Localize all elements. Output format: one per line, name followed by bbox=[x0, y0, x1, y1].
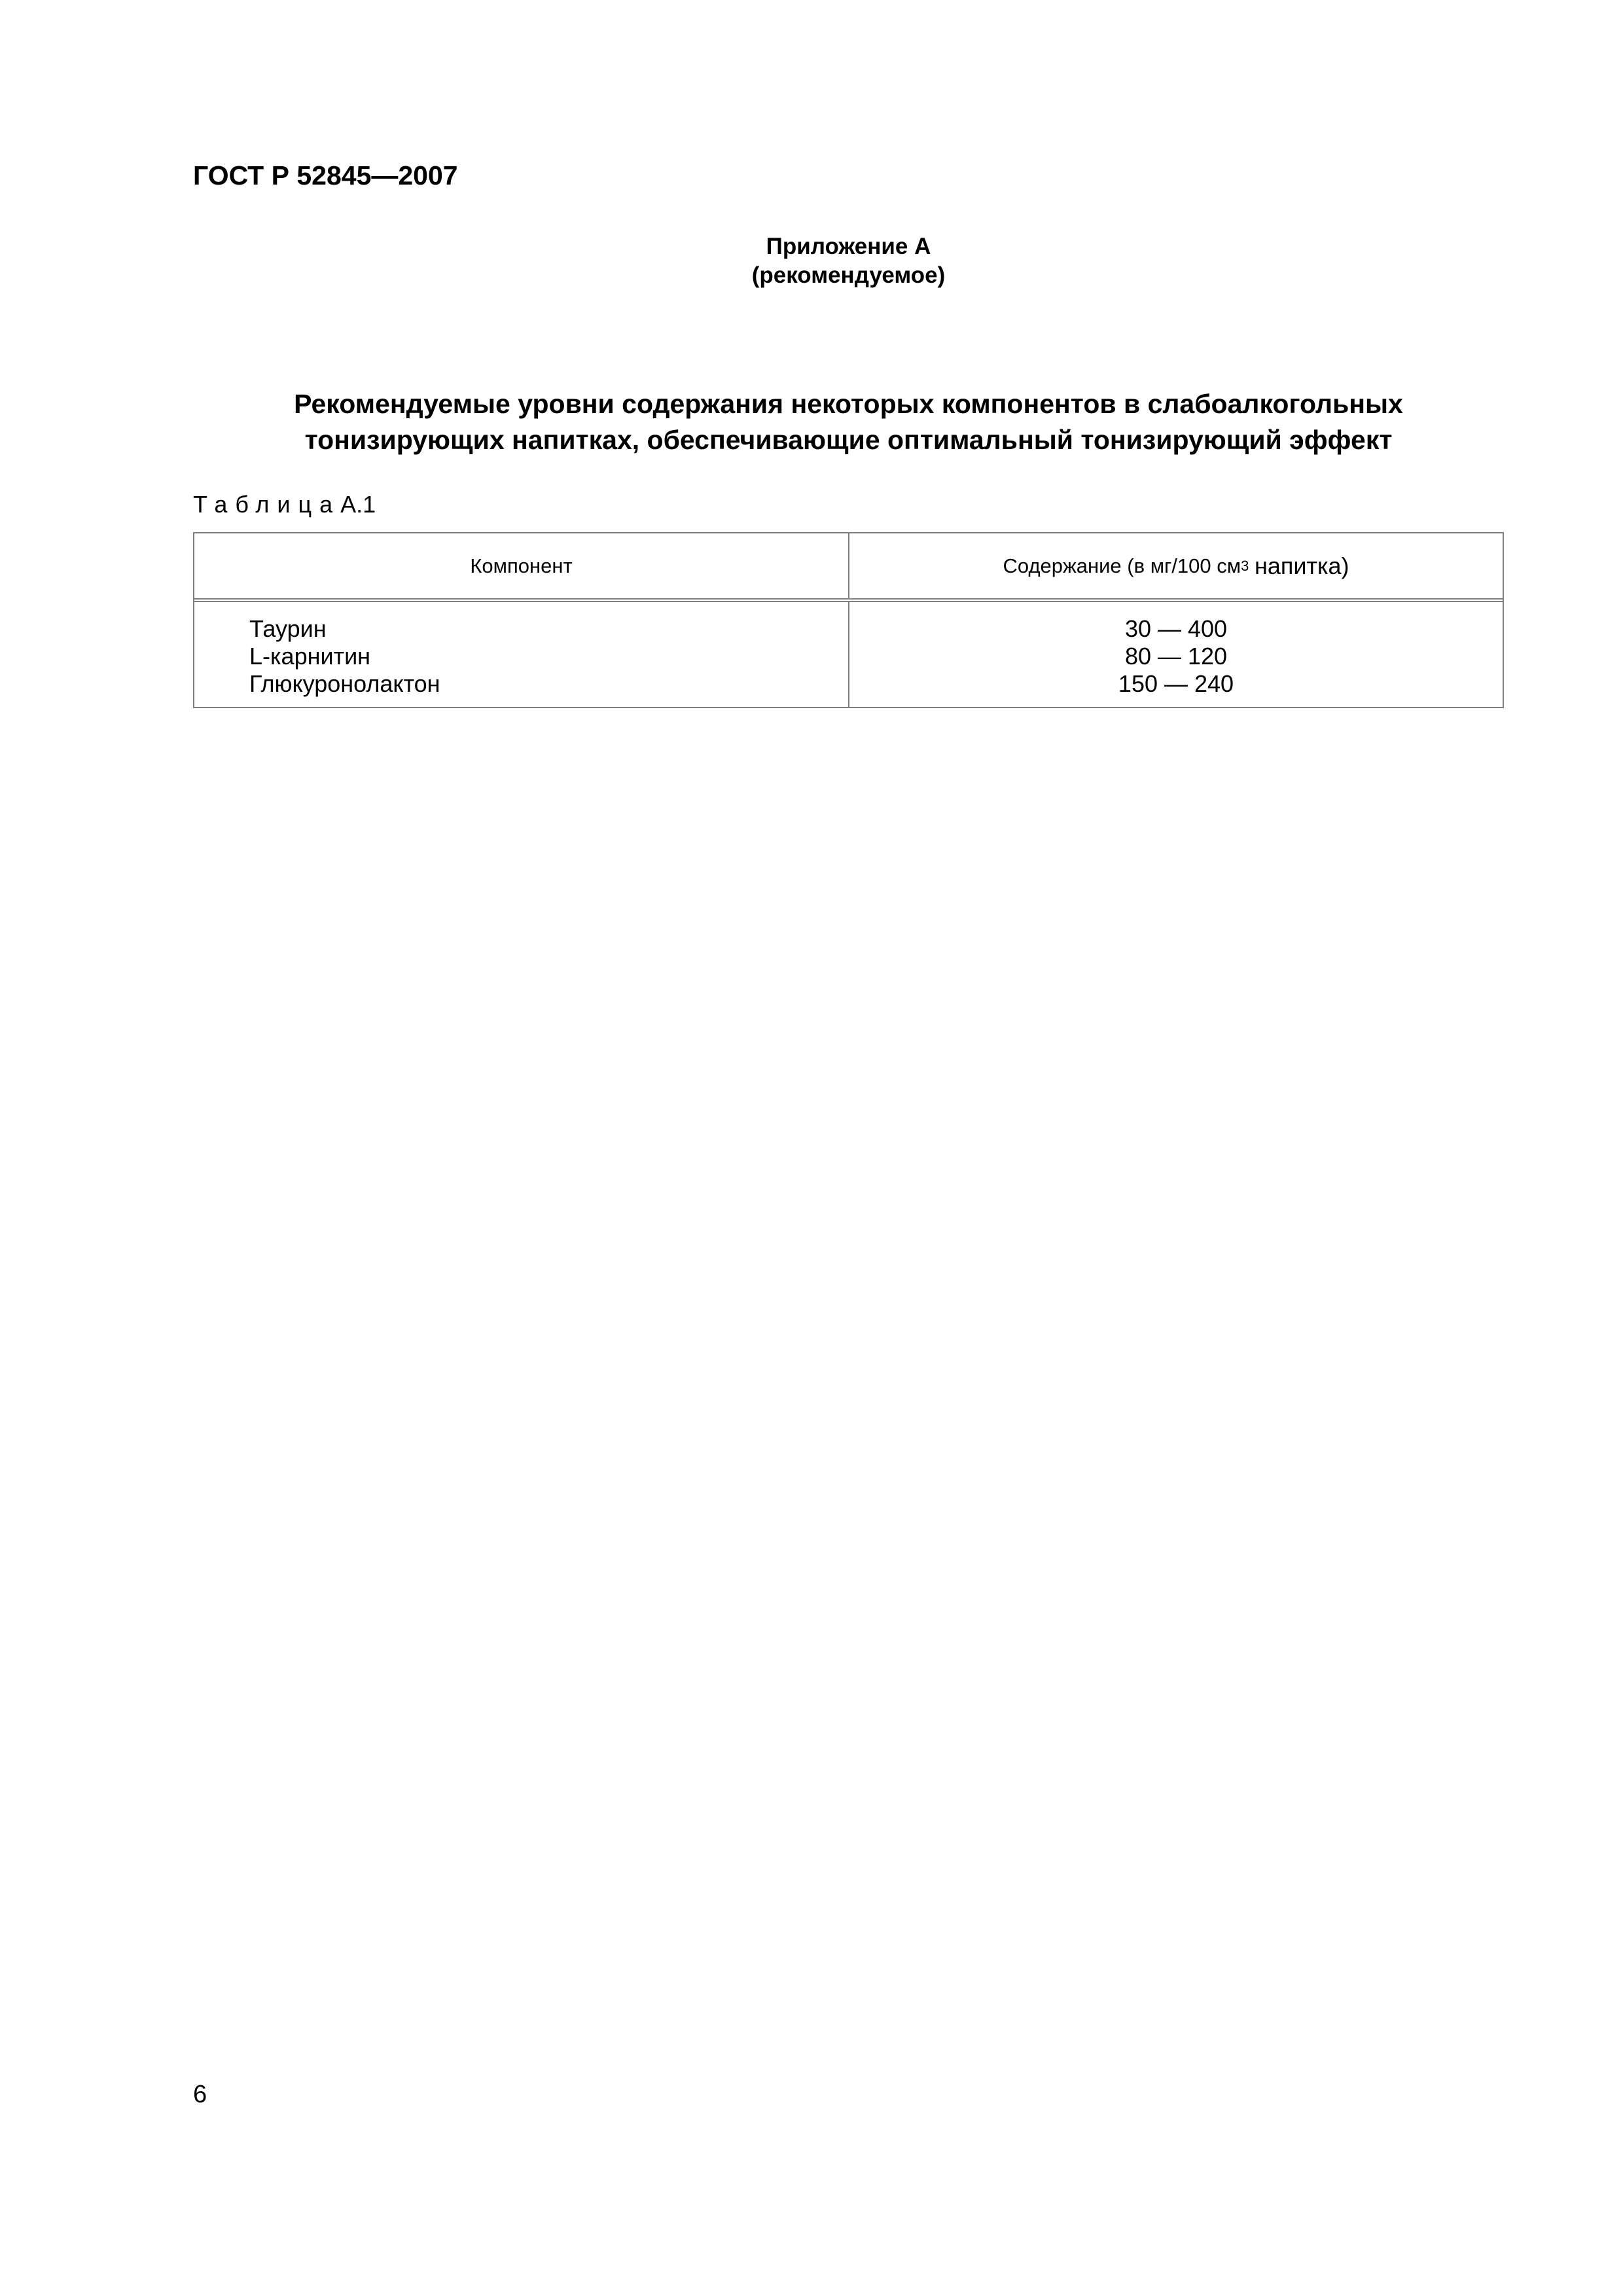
page-number: 6 bbox=[193, 2081, 207, 2108]
standard-designation: ГОСТ Р 52845—2007 bbox=[193, 160, 458, 190]
title-line-2: тонизирующих напитках, обеспечивающие оптимальный тонизирующий эффект bbox=[304, 425, 1393, 455]
header-content: Содержание (в мг/100 см 3 напитка) bbox=[1003, 552, 1349, 579]
components-table bbox=[193, 532, 1504, 708]
title-line-1: Рекомендуемые уровни содержания некоторых компонентов в слабоалкогольных bbox=[294, 389, 1403, 419]
table-caption bbox=[193, 490, 376, 520]
component-name: Глюкуронолактон bbox=[249, 670, 440, 697]
header-content-suffix: напитка) bbox=[1254, 552, 1349, 579]
appendix-status: (рекомендуемое) bbox=[751, 262, 946, 288]
appendix-title: Приложение А bbox=[766, 234, 931, 259]
content-value: 30 — 400 bbox=[1124, 615, 1228, 642]
table-header-row bbox=[194, 533, 1503, 602]
header-content-prefix: Содержание (в мг/100 см bbox=[1003, 554, 1241, 577]
component-name: L-карнитин bbox=[249, 643, 371, 670]
table-caption-word: Таблица bbox=[193, 491, 341, 518]
header-component: Компонент bbox=[194, 533, 849, 598]
appendix-heading bbox=[0, 232, 1623, 290]
component-name: Таурин bbox=[249, 615, 327, 642]
content-column bbox=[849, 602, 1503, 707]
table-caption-number: А.1 bbox=[340, 491, 376, 518]
content-value: 150 — 240 bbox=[1118, 670, 1234, 697]
document-title bbox=[0, 386, 1623, 458]
content-value: 80 — 120 bbox=[1124, 643, 1228, 670]
component-column bbox=[194, 602, 849, 707]
table-body bbox=[194, 602, 1503, 707]
